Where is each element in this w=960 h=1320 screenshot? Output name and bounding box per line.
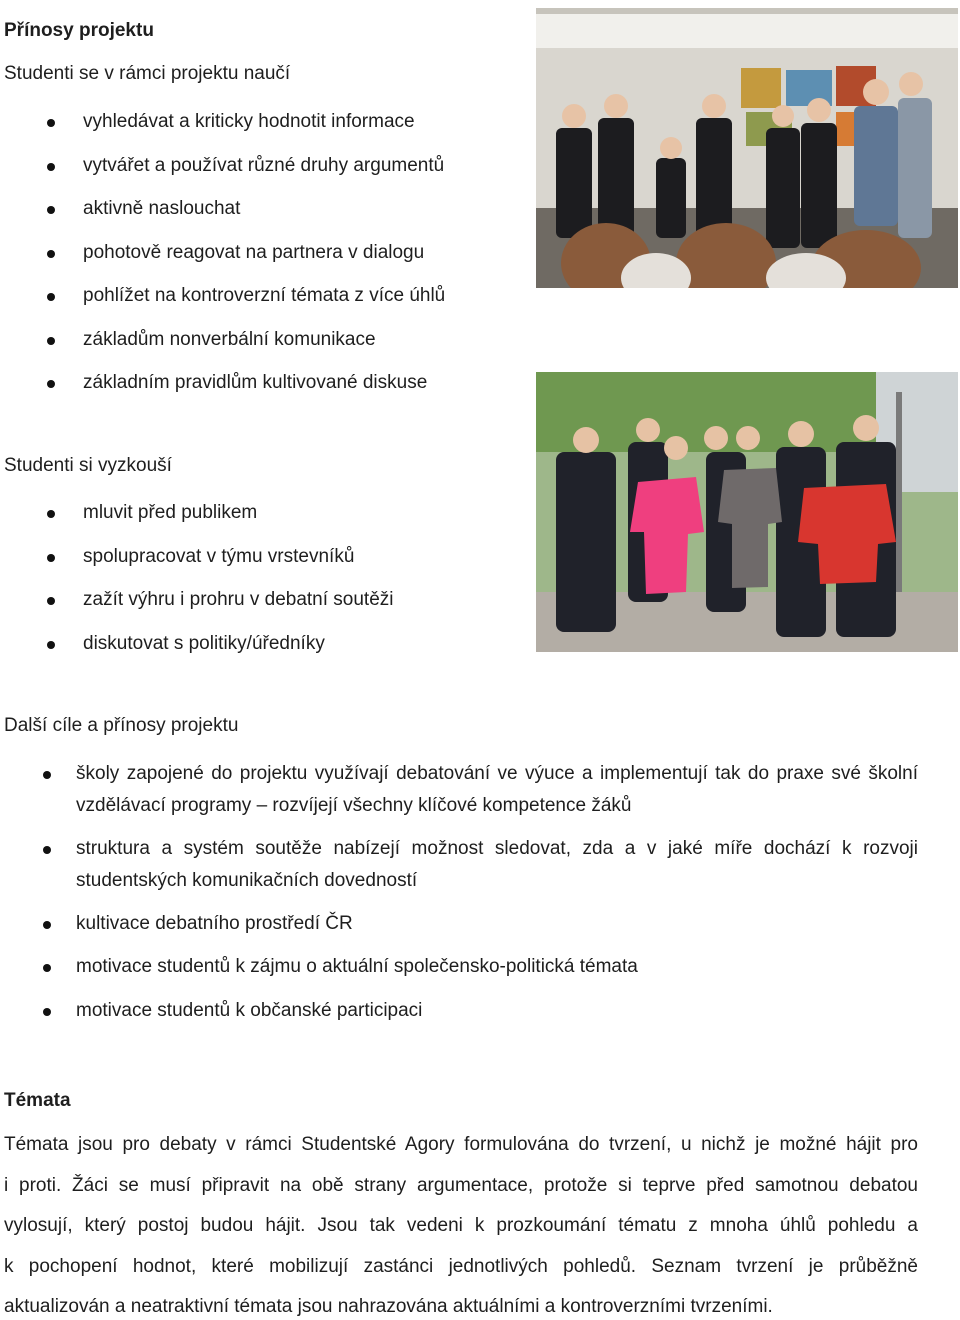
paragraph-line: k pochopení hodnot, které mobilizují zastánci jednotlivých pohledů. Seznam tvrzení je průběžně: [4, 1256, 918, 1277]
list-item: spolupracovat v týmu vrstevníků: [83, 541, 354, 573]
paragraph-line: Témata jsou pro debaty v rámci Studentské Agory formulována do tvrzení, u nichž je možné hájit pro: [4, 1134, 918, 1155]
list-item: motivace studentů k občanské participaci: [76, 995, 918, 1027]
debate-room-image: [536, 8, 958, 288]
list-item: pohlížet na kontroverzní témata z více úhlů: [83, 280, 445, 312]
section-heading-benefits: Přínosy projektu: [4, 20, 154, 41]
list-item: vyhledávat a kriticky hodnotit informace: [83, 106, 415, 138]
paragraph-line: vylosují, který postoj budou hájit. Jsou tak vedeni k prozkoumání tématu z mnoha úhlů pohledu a: [4, 1215, 918, 1236]
list-item: aktivně naslouchat: [83, 193, 240, 225]
list-item: vytvářet a používat různé druhy argumentů: [83, 150, 444, 182]
list-item: základním pravidlům kultivované diskuse: [83, 367, 427, 399]
section-heading-topics: Témata: [4, 1090, 71, 1111]
paragraph-line: i proti. Žáci se musí připravit na obě strany argumentace, protože si teprve před samotnou debatou: [4, 1175, 918, 1196]
list-item: motivace studentů k zájmu o aktuální společensko-politická témata: [76, 951, 918, 983]
list-item: struktura a systém soutěže nabízejí možnost sledovat, zda a v jaké míře dochází k rozvoji studentských komunikačních dovedností: [76, 833, 918, 897]
goals-intro: Další cíle a přínosy projektu: [4, 715, 239, 736]
list-item: pohotově reagovat na partnera v dialogu: [83, 237, 424, 269]
list-item: diskutovat s politiky/úředníky: [83, 628, 325, 660]
list-item: kultivace debatního prostředí ČR: [76, 908, 918, 940]
try-intro: Studenti si vyzkouší: [4, 455, 172, 476]
team-outdoor-photo: [536, 372, 958, 652]
list-item: školy zapojené do projektu využívají debatování ve výuce a implementují tak do praxe své školní vzdělávací programy – rozvíjejí všechny klíčové kompetence žáků: [76, 758, 918, 822]
team-outdoor-image: [536, 372, 958, 652]
learn-intro: Studenti se v rámci projektu naučí: [4, 63, 291, 84]
list-item: základům nonverbální komunikace: [83, 324, 376, 356]
paragraph-line: aktualizován a neatraktivní témata jsou nahrazována aktuálními a kontroverzními tvrzeními.: [4, 1296, 773, 1317]
list-item: zažít výhru i prohru v debatní soutěži: [83, 584, 394, 616]
debate-room-photo: [536, 8, 958, 288]
list-item: mluvit před publikem: [83, 497, 257, 529]
